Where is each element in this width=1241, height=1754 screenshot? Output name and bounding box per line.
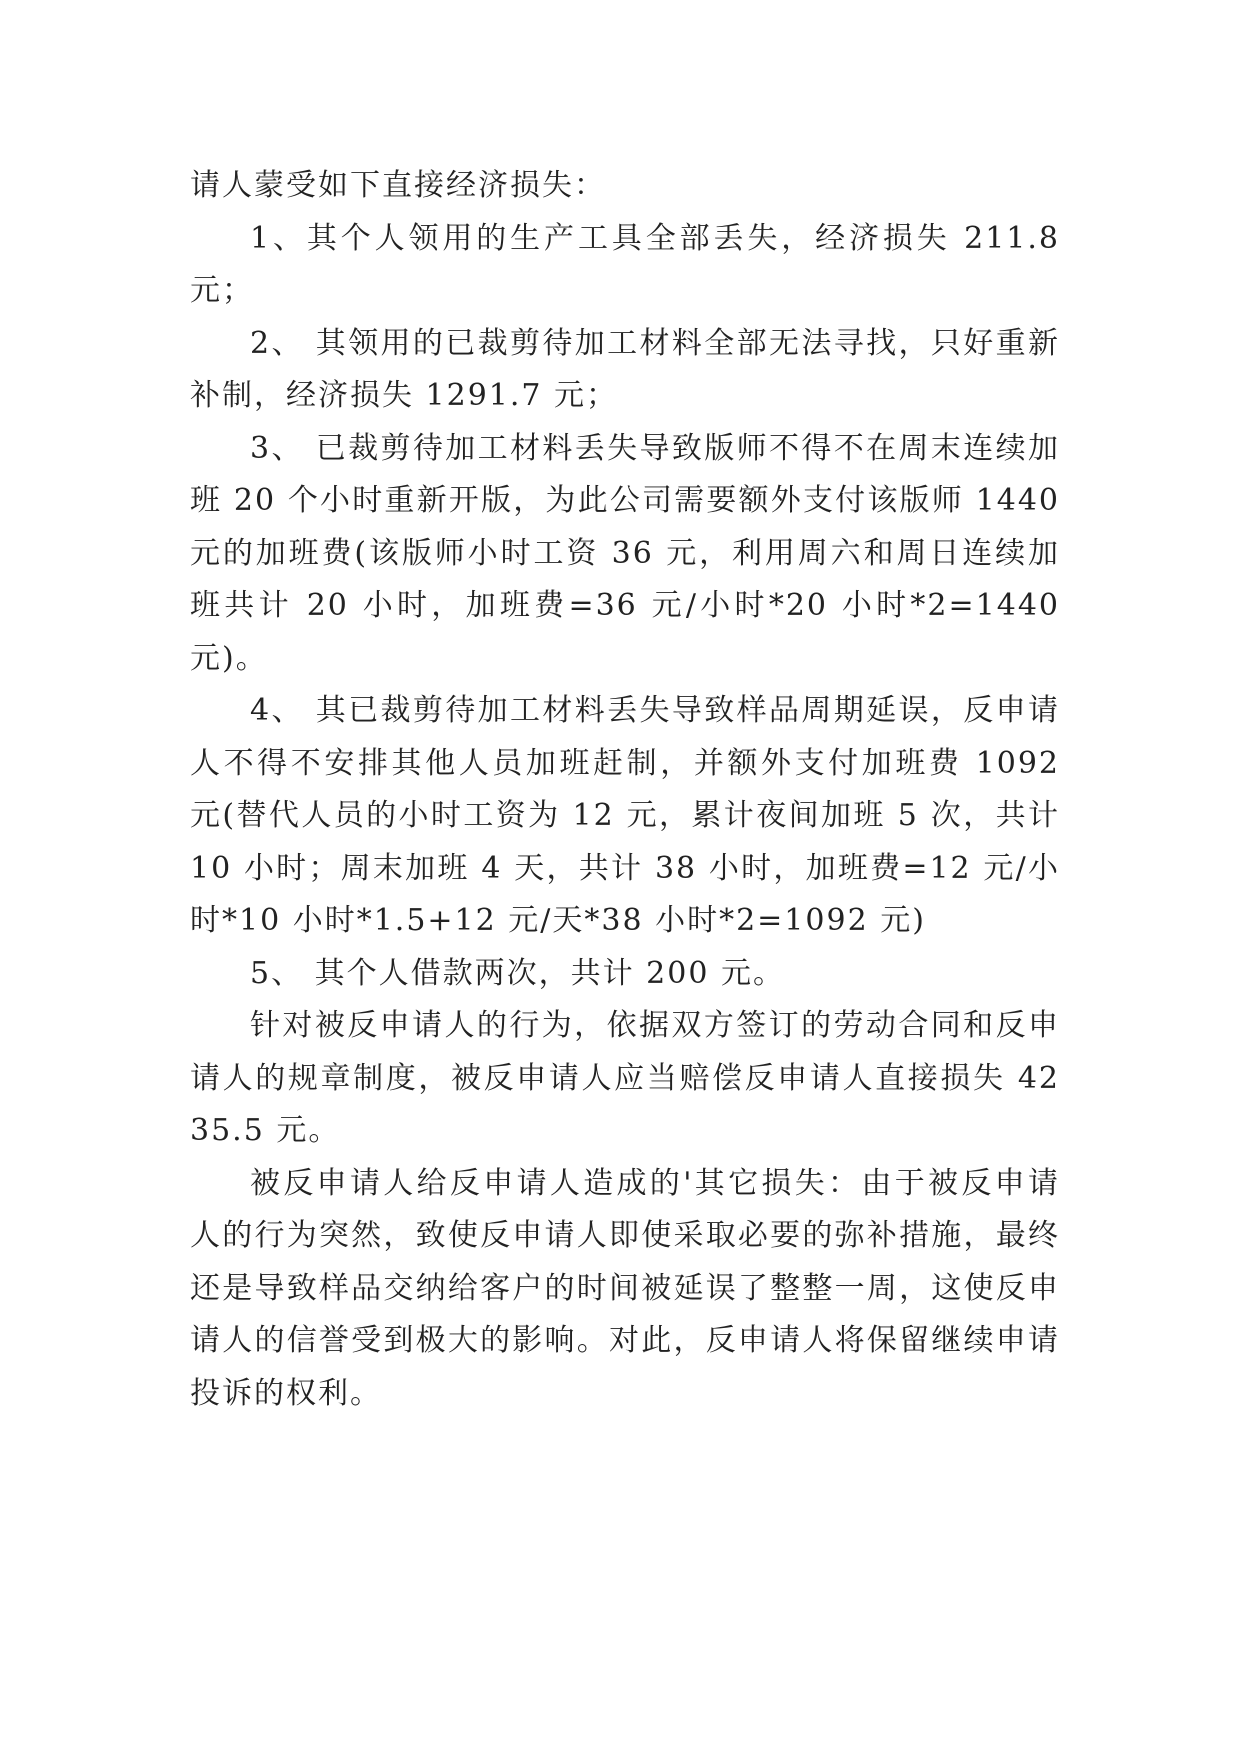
paragraph-item-2: 2、 其领用的已裁剪待加工材料全部无法寻找，只好重新补制，经济损失 1291.7 元； [190,325,1060,413]
document-body [190,160,1060,1420]
paragraph-other-losses: 被反申请人给反申请人造成的'其它损失：由于被反申请人的行为突然，致使反申请人即使采取必要的弥补措施，最终还是导致样品交纳给客户的时间被延误了整整一周，这使反申请人的信誉受到极大的影响。对此，反申请人将保留继续申请投诉的权利。 [190,1165,1060,1411]
paragraph-item-5: 5、 其个人借款两次，共计 200 元。 [250,955,785,991]
paragraph-item-4: 4、 其已裁剪待加工材料丢失导致样品周期延误，反申请人不得不安排其他人员加班赶制，并额外支付加班费 1092 元(替代人员的小时工资为 12 元，累计夜间加班 5 次，共计 10 小时；周末加班 4 天，共计 38 小时，加班费=12 元/小时*10 小时*1.5+12 元/天*38 小时*2=1092 元) [190,693,1060,938]
paragraph-compensation: 针对被反申请人的行为，依据双方签订的劳动合同和反申请人的规章制度，被反申请人应当赔偿反申请人直接损失 4235.5 元。 [190,1008,1060,1148]
paragraph-item-1: 1、其个人领用的生产工具全部丢失，经济损失 211.8 元； [190,220,1060,308]
paragraph-item-3: 3、 已裁剪待加工材料丢失导致版师不得不在周末连续加班 20 个小时重新开版，为此公司需要额外支付该版师 1440 元的加班费(该版师小时工资 36 元，利用周六和周日连续加班共计 20 小时，加班费=36 元/小时*20 小时*2=1440 元)。 [190,430,1060,676]
paragraph-continuation: 请人蒙受如下直接经济损失： [190,168,606,203]
